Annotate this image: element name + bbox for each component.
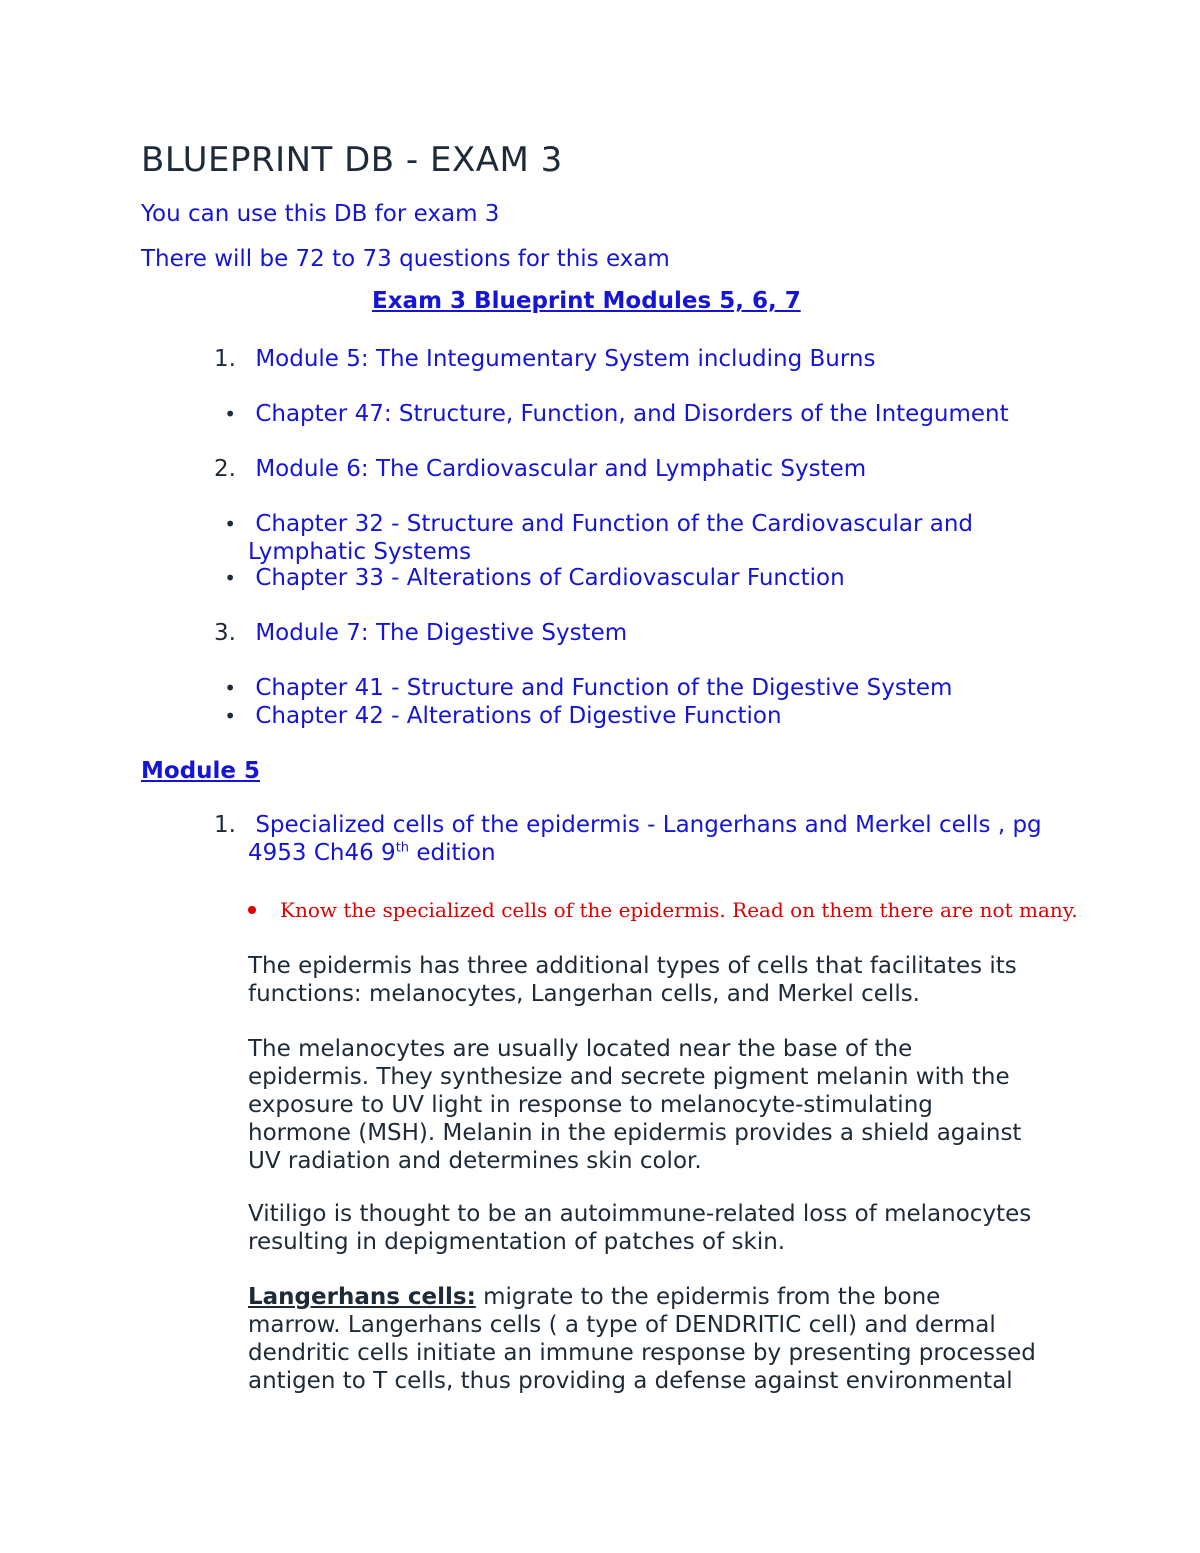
module5-item-1 (200, 811, 1042, 839)
paragraph-2-line-5: UV radiation and determines skin color. (248, 1148, 702, 1174)
paragraph-3-line-1: Vitiligo is thought to be an autoimmune-related loss of melanocytes (248, 1201, 1032, 1227)
intro-line-2: There will be 72 to 73 questions for this exam (141, 246, 670, 272)
outline-item-module-6 (200, 455, 866, 483)
blueprint-heading: Exam 3 Blueprint Modules 5, 6, 7 (372, 288, 801, 314)
bullet-icon: • (224, 402, 236, 426)
paragraph-text: migrate to the epidermis from the bone (475, 1284, 941, 1310)
outline-text: Module 5: The Integumentary System including Burns (255, 346, 876, 372)
ordinal-suffix: th (395, 840, 410, 856)
item-text-continued (248, 839, 496, 867)
outline-text: Module 7: The Digestive System (255, 620, 628, 646)
page-title: BLUEPRINT DB - EXAM 3 (141, 140, 563, 180)
red-bullet-icon (248, 906, 256, 914)
outline-text: Chapter 41 - Structure and Function of the Digestive System (255, 675, 953, 701)
item-text: Specialized cells of the epidermis - Langerhans and Merkel cells , pg (255, 812, 1042, 838)
term-label: Langerhans cells: (248, 1284, 476, 1310)
paragraph-2-line-3: exposure to UV light in response to melanocyte-stimulating (248, 1092, 933, 1118)
outline-bullet-ch42 (200, 702, 782, 730)
outline-text: Chapter 33 - Alterations of Cardiovascular Function (255, 565, 845, 591)
paragraph-4-line-4: antigen to T cells, thus providing a defense against environmental (248, 1368, 1013, 1394)
paragraph-4-line-3: dendritic cells initiate an immune response by presenting processed (248, 1340, 1036, 1366)
item-text-part: edition (409, 840, 496, 866)
outline-item-module-5 (200, 345, 875, 373)
paragraph-1-line-1: The epidermis has three additional types of cells that facilitates its (248, 953, 1017, 979)
paragraph-2-line-2: epidermis. They synthesize and secrete pigment melanin with the (248, 1064, 1010, 1090)
paragraph-2-line-4: hormone (MSH). Melanin in the epidermis provides a shield against (248, 1120, 1022, 1146)
note-text: Know the specialized cells of the epidermis. Read on them there are not many. (280, 898, 1078, 922)
outline-bullet-ch32 (200, 510, 973, 538)
outline-bullet-ch47 (200, 400, 1009, 428)
bullet-icon: • (224, 704, 236, 728)
item-text-part: 4953 Ch46 9 (248, 840, 396, 866)
outline-text-continued: Lymphatic Systems (248, 539, 472, 565)
paragraph-4-line-2: marrow. Langerhans cells ( a type of DENDRITIC cell) and dermal (248, 1312, 996, 1338)
section-heading-module-5: Module 5 (141, 758, 261, 784)
paragraph-4-line-1 (248, 1283, 940, 1311)
paragraph-2-line-1: The melanocytes are usually located near the base of the (248, 1036, 913, 1062)
bullet-icon: • (224, 676, 236, 700)
bullet-icon: • (224, 512, 236, 536)
list-number: 3. (214, 620, 236, 646)
outline-item-module-7 (200, 619, 627, 647)
outline-bullet-ch41 (200, 674, 952, 702)
intro-line-1: You can use this DB for exam 3 (141, 201, 500, 227)
paragraph-1-line-2: functions: melanocytes, Langerhan cells, and Merkel cells. (248, 981, 920, 1007)
outline-text: Chapter 32 - Structure and Function of the Cardiovascular and (255, 511, 974, 537)
bullet-icon: • (224, 566, 236, 590)
paragraph-3-line-2: resulting in depigmentation of patches of skin. (248, 1229, 786, 1255)
list-number: 1. (214, 812, 236, 838)
outline-text: Module 6: The Cardiovascular and Lymphatic System (255, 456, 867, 482)
outline-text: Chapter 42 - Alterations of Digestive Function (255, 703, 782, 729)
list-number: 1. (214, 346, 236, 372)
list-number: 2. (214, 456, 236, 482)
outline-text: Chapter 47: Structure, Function, and Disorders of the Integument (255, 401, 1009, 427)
outline-bullet-ch33 (200, 564, 845, 592)
